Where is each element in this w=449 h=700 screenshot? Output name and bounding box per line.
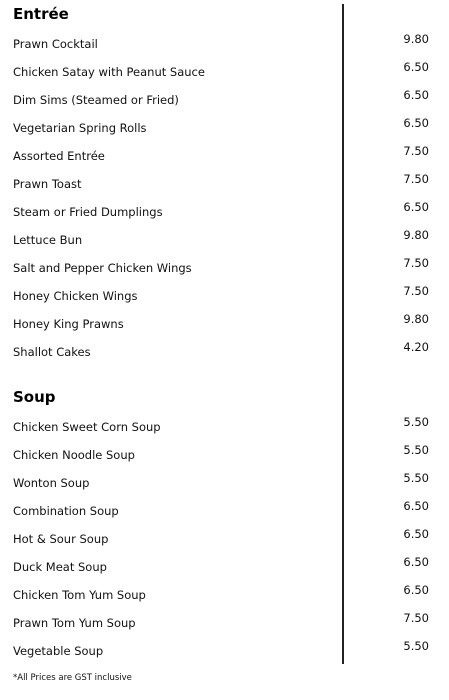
menu-item xyxy=(0,256,449,281)
menu-item xyxy=(0,611,449,636)
menu-item xyxy=(0,60,449,85)
item-name: Hot & Sour Soup xyxy=(13,532,109,546)
item-price: 6.50 xyxy=(403,116,429,130)
item-price: 6.50 xyxy=(403,88,429,102)
menu-item xyxy=(0,499,449,524)
item-name: Steam or Fried Dumplings xyxy=(13,205,163,219)
item-name: Shallot Cakes xyxy=(13,345,91,359)
menu-item xyxy=(0,555,449,580)
menu-item xyxy=(0,88,449,113)
item-price: 6.50 xyxy=(403,499,429,513)
item-name: Chicken Tom Yum Soup xyxy=(13,588,146,602)
menu-item xyxy=(0,340,449,365)
menu-item xyxy=(0,200,449,225)
item-price: 7.50 xyxy=(403,611,429,625)
item-name: Prawn Cocktail xyxy=(13,37,98,51)
item-name: Prawn Tom Yum Soup xyxy=(13,616,136,630)
item-price: 5.50 xyxy=(403,415,429,429)
item-name: Vegetarian Spring Rolls xyxy=(13,121,147,135)
item-price: 7.50 xyxy=(403,144,429,158)
item-price: 7.50 xyxy=(403,172,429,186)
section-heading-entree: Entrée xyxy=(13,5,69,23)
menu-item xyxy=(0,639,449,664)
item-price: 6.50 xyxy=(403,200,429,214)
gst-note: *All Prices are GST inclusive xyxy=(13,673,132,683)
item-name: Dim Sims (Steamed or Fried) xyxy=(13,93,179,107)
item-name: Wonton Soup xyxy=(13,476,90,490)
menu-item xyxy=(0,172,449,197)
item-name: Combination Soup xyxy=(13,504,119,518)
item-name: Chicken Satay with Peanut Sauce xyxy=(13,65,205,79)
menu-item xyxy=(0,144,449,169)
item-price: 5.50 xyxy=(403,443,429,457)
item-name: Duck Meat Soup xyxy=(13,560,107,574)
menu-item xyxy=(0,284,449,309)
item-price: 5.50 xyxy=(403,471,429,485)
item-price: 7.50 xyxy=(403,284,429,298)
item-price: 5.50 xyxy=(403,639,429,653)
item-price: 9.80 xyxy=(403,228,429,242)
item-name: Honey Chicken Wings xyxy=(13,289,138,303)
item-price: 7.50 xyxy=(403,256,429,270)
menu-item xyxy=(0,527,449,552)
item-name: Vegetable Soup xyxy=(13,644,104,658)
item-price: 6.50 xyxy=(403,60,429,74)
item-name: Honey King Prawns xyxy=(13,317,124,331)
menu-item xyxy=(0,471,449,496)
menu-item xyxy=(0,583,449,608)
menu-item xyxy=(0,415,449,440)
item-price: 9.80 xyxy=(403,32,429,46)
menu-item xyxy=(0,32,449,57)
menu-item xyxy=(0,443,449,468)
item-name: Assorted Entrée xyxy=(13,149,105,163)
item-name: Prawn Toast xyxy=(13,177,82,191)
menu-item xyxy=(0,228,449,253)
item-price: 6.50 xyxy=(403,527,429,541)
item-price: 9.80 xyxy=(403,312,429,326)
item-price: 6.50 xyxy=(403,555,429,569)
menu-item xyxy=(0,116,449,141)
menu-item xyxy=(0,312,449,337)
item-name: Chicken Sweet Corn Soup xyxy=(13,420,161,434)
item-price: 4.20 xyxy=(403,340,429,354)
item-price: 6.50 xyxy=(403,583,429,597)
item-name: Lettuce Bun xyxy=(13,233,83,247)
item-name: Chicken Noodle Soup xyxy=(13,448,135,462)
section-heading-soup: Soup xyxy=(13,388,56,406)
item-name: Salt and Pepper Chicken Wings xyxy=(13,261,192,275)
